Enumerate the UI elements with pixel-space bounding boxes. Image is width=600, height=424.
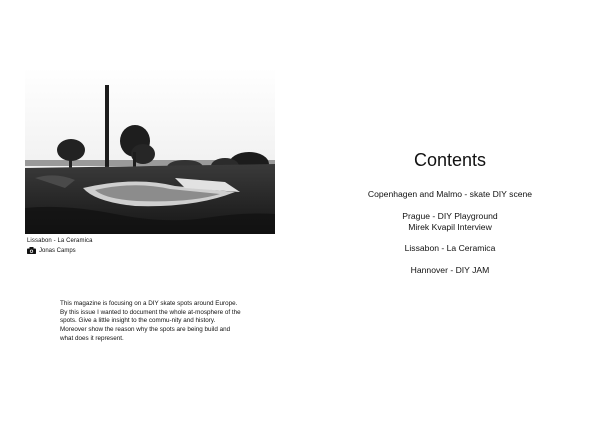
toc-item-line: Prague - DIY Playground (402, 210, 498, 221)
toc-item-line: Mirek Kvapil Interview (408, 221, 492, 232)
toc-item-line: Lissabon - La Ceramica (404, 243, 496, 254)
skatepark-photo (25, 68, 275, 234)
intro-paragraph: This magazine is focusing on a DIY skate spots around Europe. By this issue I wanted to document the whole at-mosphere of the spots. Give a little insight to the commu-nity and history. Moreover show the reason why the spots are being build and what does it represent. (60, 300, 241, 342)
toc-item[interactable] (300, 265, 600, 276)
right-page (300, 0, 600, 424)
toc-item-line: Copenhagen and Malmo - skate DIY scene (367, 189, 533, 199)
photo-credit (27, 247, 76, 254)
photo-caption: Lissabon - La Ceramica (27, 238, 93, 244)
camera-icon (27, 247, 36, 254)
toc-item[interactable] (300, 189, 600, 200)
toc-item[interactable] (300, 243, 600, 254)
photo-credit-name: Jonas Camps (39, 247, 76, 254)
toc-item[interactable] (300, 211, 600, 233)
table-of-contents (300, 189, 600, 287)
contents-heading: Contents (413, 150, 487, 171)
toc-item-line: Hannover - DIY JAM (410, 265, 490, 276)
